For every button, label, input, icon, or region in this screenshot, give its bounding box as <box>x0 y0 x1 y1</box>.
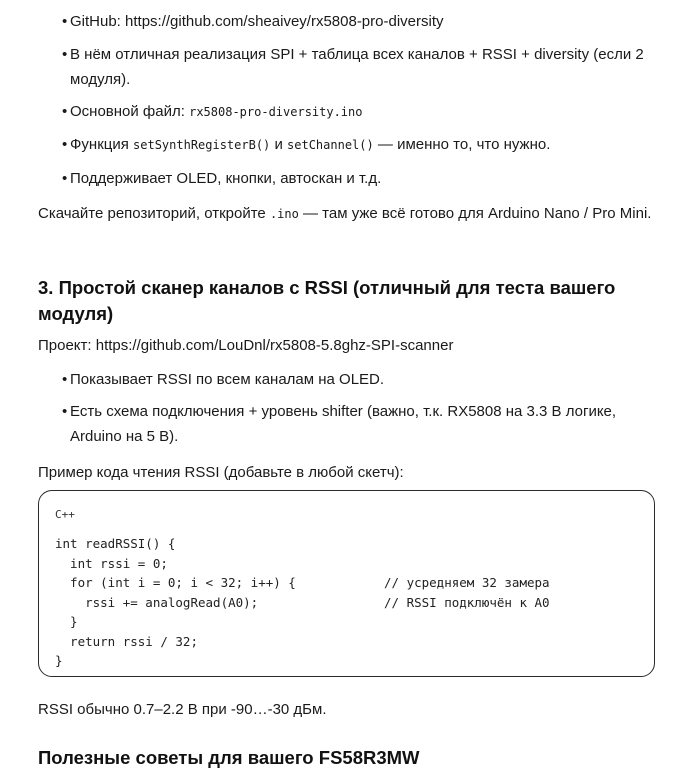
list-item <box>62 367 662 392</box>
tips-heading: Полезные советы для вашего FS58R3MW <box>38 747 420 768</box>
code-line: rssi += analogRead(A0); <box>55 595 259 610</box>
list-item <box>62 42 662 92</box>
bullet-dot: • <box>62 403 68 420</box>
bullet-text: Показывает RSSI по всем каналам на OLED. <box>70 371 385 388</box>
bullet-dot: • <box>62 46 68 63</box>
bullet-text: GitHub: https://github.com/sheaivey/rx5808-pro-diversity <box>70 13 444 30</box>
code-line: } <box>55 614 78 629</box>
list-item <box>62 399 662 449</box>
list-item <box>62 99 662 125</box>
bullet-dot: • <box>62 136 68 153</box>
bullet-text: Основной файл: <box>70 103 185 120</box>
list-item <box>62 132 662 158</box>
bullet-dot: • <box>62 103 68 120</box>
inline-code: .ino <box>269 207 299 221</box>
code-line: int readRSSI() { <box>55 536 176 551</box>
section-heading: 3. Простой сканер каналов с RSSI (отличный для теста вашего модуля) <box>38 277 616 324</box>
rssi-note: RSSI обычно 0.7–2.2 В при -90…-30 дБм. <box>38 701 327 718</box>
list-item <box>62 9 662 34</box>
bullet-dot: • <box>62 170 68 187</box>
list-item <box>62 166 662 191</box>
bullet-dot: • <box>62 13 68 30</box>
bullet-dot: • <box>62 371 68 388</box>
code-block <box>38 490 655 677</box>
bullet-text: Есть схема подключения + уровень shifter (важно, т.к. RX5808 на 3.3 В логике, Arduino на 5 В). <box>70 403 617 445</box>
code-line: return rssi / 32; <box>55 634 198 649</box>
inline-code: rx5808-pro-diversity.ino <box>189 105 363 119</box>
code-comment: // усредняем 32 замера <box>384 575 550 590</box>
code-line: int rssi = 0; <box>55 556 168 571</box>
code-intro: Пример кода чтения RSSI (добавьте в любой скетч): <box>38 464 404 481</box>
code-line: for (int i = 0; i < 32; i++) { <box>55 575 296 590</box>
bullet-text: Поддерживает OLED, кнопки, автоскан и т.д. <box>70 170 382 187</box>
code-line: } <box>55 653 63 668</box>
bullet-text: и <box>274 136 283 153</box>
inline-code: setSynthRegisterB() <box>133 138 271 152</box>
bullet-text: Функция <box>70 136 129 153</box>
project-link[interactable]: Проект: https://github.com/LouDnl/rx5808-5.8ghz-SPI-scanner <box>38 337 454 354</box>
bullet-text: — именно то, что нужно. <box>377 136 551 153</box>
download-paragraph: Скачайте репозиторий, откройте .ino — там уже всё готово для Arduino Nano / Pro Mini. <box>38 205 652 222</box>
code-comment: // RSSI подключён к A0 <box>384 595 550 610</box>
code-language-label: C++ <box>55 508 75 521</box>
inline-code: setChannel() <box>287 138 374 152</box>
bullet-text: В нём отличная реализация SPI + таблица всех каналов + RSSI + diversity (если 2 модуля). <box>70 46 644 88</box>
